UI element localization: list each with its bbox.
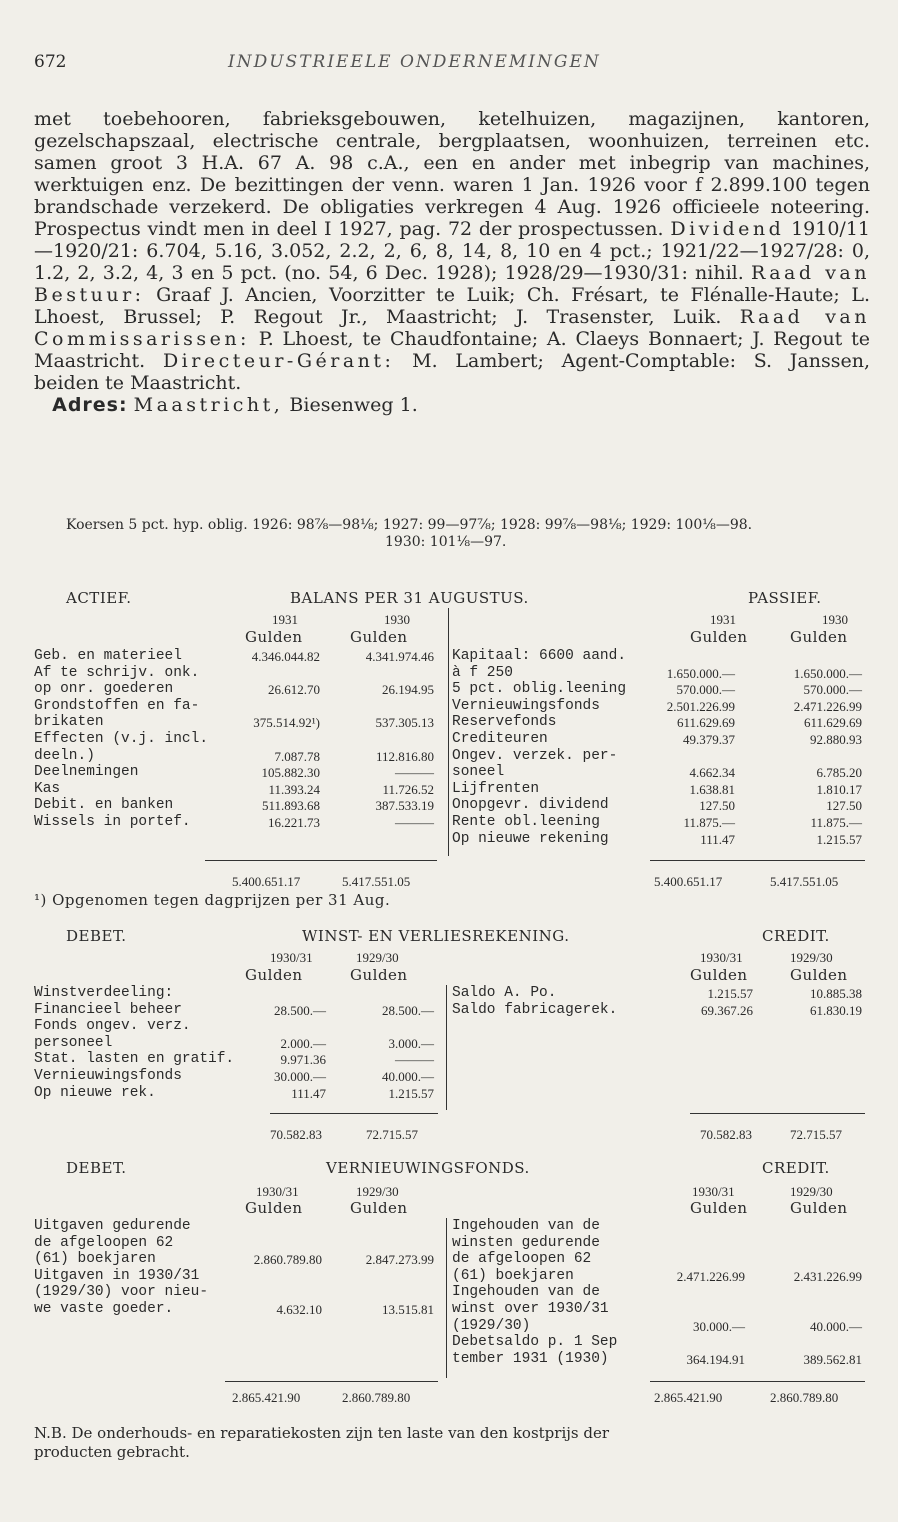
ledger-row-value-previous: 92.880.93 bbox=[810, 732, 862, 747]
ledger-row-value-previous: 1.810.17 bbox=[816, 781, 862, 797]
vern-currency-right-b: Gulden bbox=[790, 1199, 848, 1217]
ledger-row-label: Rente obl.leening bbox=[452, 814, 600, 830]
ledger-row-value-current: 570.000.— bbox=[676, 682, 735, 698]
adres-city: Maastricht, bbox=[133, 394, 284, 416]
ledger-row-label: Stat. lasten en gratif. bbox=[34, 1051, 235, 1068]
vern-total-right-b: 2.860.789.80 bbox=[770, 1390, 839, 1405]
ledger-row-label: Ingehouden van de bbox=[452, 1284, 600, 1301]
running-title: INDUSTRIEELE ONDERNEMINGEN bbox=[228, 52, 601, 72]
balans-divider bbox=[448, 608, 449, 856]
balans-total-right-a: 5.400.651.17 bbox=[654, 874, 723, 889]
ledger-row-label: Financieel beheer bbox=[34, 1001, 182, 1018]
ledger-row-value-previous: 1.650.000.— bbox=[793, 665, 862, 681]
ledger-row-value-current: 375.514.92¹) bbox=[253, 715, 320, 731]
ledger-row-label: de afgeloopen 62 bbox=[452, 1251, 592, 1268]
ledger-row-value-current: 364.194.91 bbox=[686, 1351, 745, 1367]
ledger-row-label: Uitgaven in 1930/31 bbox=[34, 1267, 200, 1284]
winst-total-right-b: 72.715.57 bbox=[790, 1127, 842, 1142]
ledger-row-value-previous: ——— bbox=[395, 1052, 434, 1068]
ledger-row-label: (1929/30) bbox=[452, 1317, 531, 1334]
ledger-row-value-current: 127.50 bbox=[699, 798, 735, 814]
balans-year-1931-left: 1931 bbox=[272, 612, 298, 627]
ledger-row-label: Onopgevr. dividend bbox=[452, 797, 609, 814]
ledger-row-value-previous: 2.847.273.99 bbox=[365, 1252, 434, 1268]
ledger-row-value-previous: 3.000.— bbox=[388, 1035, 434, 1051]
ledger-row-value-current: 2.000.— bbox=[280, 1035, 326, 1051]
winst-total-rule-right bbox=[690, 1113, 865, 1114]
balans-year-1930-left: 1930 bbox=[384, 612, 410, 627]
winst-year-b-left: 1929/30 bbox=[356, 950, 399, 965]
winst-currency-right-b: Gulden bbox=[790, 966, 848, 984]
body-paragraph bbox=[34, 108, 870, 416]
koersen-line-1: Koersen 5 pct. hyp. oblig. 1926: 98⅞—98⅛; 1927: 99—97⅞; 1928: 99⅞—98⅛; 1929: 100⅛—98. bbox=[66, 517, 753, 533]
ledger-row-value-current: 2.860.789.80 bbox=[253, 1252, 322, 1268]
ledger-row-label: Op nieuwe rek. bbox=[34, 1084, 156, 1101]
ledger-row-label: we vaste goeder. bbox=[34, 1301, 174, 1317]
ledger-row-label: Saldo A. Po. bbox=[452, 985, 557, 1001]
raad-commissarissen-label: Raad van Commissarissen: bbox=[34, 306, 870, 350]
ledger-row-value-previous: 40.000.— bbox=[382, 1069, 434, 1084]
ledger-row-value-previous: 127.50 bbox=[826, 798, 862, 814]
ledger-row-label: Af te schrijv. onk. bbox=[34, 664, 200, 681]
ledger-row-value-previous: 11.875.— bbox=[810, 815, 862, 830]
ledger-row-value-current: 105.882.30 bbox=[261, 765, 320, 781]
ledger-row-value-previous: 61.830.19 bbox=[810, 1002, 862, 1018]
ledger-row-label: op onr. goederen bbox=[34, 681, 174, 698]
ledger-row-value-current: 28.500.— bbox=[274, 1002, 326, 1018]
ledger-row-value-previous: 6.785.20 bbox=[816, 765, 862, 781]
ledger-row-value-current: 69.367.26 bbox=[701, 1002, 753, 1018]
raad-commissarissen-text: P. Lhoest, te Chaudfontaine; A. Claeys Bonnaert; J. Regout te Maastricht. bbox=[34, 328, 870, 372]
ledger-row-value-previous: 389.562.81 bbox=[803, 1351, 862, 1367]
winst-currency-left-b: Gulden bbox=[350, 966, 408, 984]
winst-year-a-right: 1930/31 bbox=[700, 950, 743, 965]
winst-total-rule-left bbox=[270, 1113, 438, 1114]
ledger-row-label: à f 250 bbox=[452, 664, 513, 681]
intro-text: met toebehooren, fabrieksgebouwen, ketelhuizen, magazijnen, kantoren, gezelschapszaal, electrische centrale, bergplaatsen, woonhuizen, terreinen etc. samen groot 3 H.A. 67 A. 98 c.A., een en ander met inbegrip van machines, werktuigen enz. De bezittingen der venn. waren 1 Jan. 1926 voor f 2.899.100 tegen brandschade verzekerd. De obligaties verkregen 4 Aug. 1926 officieele noteering. Prospectus vindt men in deel I 1927, pag. 72 der prospectussen. bbox=[34, 108, 870, 240]
ledger-row-value-current: 111.47 bbox=[700, 831, 735, 847]
balans-footnote: ¹) Opgenomen tegen dagprijzen per 31 Aug. bbox=[34, 891, 391, 909]
dividend-label: Dividend bbox=[670, 218, 785, 240]
ledger-row-value-current: 1.650.000.— bbox=[666, 665, 735, 681]
vern-currency-left-a: Gulden bbox=[245, 1199, 303, 1217]
raad-bestuur-label: Raad van Bestuur: bbox=[34, 262, 871, 306]
ledger-row-value-current: 1.638.81 bbox=[689, 781, 735, 797]
balans-total-left-a: 5.400.651.17 bbox=[232, 874, 301, 889]
ledger-row-label: Grondstoffen en fa- bbox=[34, 697, 200, 714]
winst-total-right-a: 70.582.83 bbox=[700, 1127, 752, 1142]
ledger-row-label: Geb. en materieel bbox=[34, 648, 182, 664]
winst-title: WINST- EN VERLIESREKENING. bbox=[302, 927, 570, 945]
adres-label: Adres: bbox=[52, 394, 128, 416]
ledger-row-value-current: 4.662.34 bbox=[689, 765, 735, 781]
ledger-row-label: (61) boekjaren bbox=[34, 1251, 156, 1268]
winst-left-heading: DEBET. bbox=[66, 927, 127, 945]
balans-total-right-b: 5.417.551.05 bbox=[770, 874, 839, 889]
ledger-row-value-current: 16.221.73 bbox=[268, 815, 320, 830]
ledger-row-label: de afgeloopen 62 bbox=[34, 1234, 174, 1251]
vern-currency-right-a: Gulden bbox=[690, 1199, 748, 1217]
dividend-text: 1910/11—1920/21: 6.704, 5.16, 3.052, 2.2, 2, 6, 8, 14, 8, 10 en 4 pct.; 1921/22—1927/28: 0, 1.2, 2, 3.2, 4, 3 en 5 pct. (no. 54, 6 Dec. 1928); 1928/29—1930/31: nihil. bbox=[34, 218, 870, 284]
balans-total-rule-right bbox=[650, 860, 865, 861]
ledger-row-label: (1929/30) voor nieu- bbox=[34, 1284, 209, 1301]
note-line-1: N.B. De onderhouds- en reparatiekosten zijn ten laste van den kostprijs der bbox=[34, 1424, 610, 1442]
ledger-row-value-previous: 2.471.226.99 bbox=[793, 698, 862, 714]
ledger-row-label: Lijfrenten bbox=[452, 780, 540, 797]
ledger-row-value-current: 611.629.69 bbox=[676, 715, 735, 731]
balans-currency-right-a: Gulden bbox=[690, 628, 748, 646]
ledger-row-value-previous: ——— bbox=[395, 765, 434, 781]
ledger-row-label: winsten gedurende bbox=[452, 1234, 600, 1251]
ledger-row-label: soneel bbox=[452, 764, 505, 781]
ledger-row-label: Ingehouden van de bbox=[452, 1218, 600, 1234]
ledger-row-value-current: 511.893.68 bbox=[261, 798, 320, 814]
ledger-row-value-current: 4.346.044.82 bbox=[251, 649, 320, 664]
ledger-row-value-current: 2.501.226.99 bbox=[666, 698, 735, 714]
ledger-row-value-previous: ——— bbox=[395, 815, 434, 830]
ledger-row-label: Op nieuwe rekening bbox=[452, 830, 609, 847]
balans-year-1931-right: 1931 bbox=[710, 612, 736, 627]
ledger-row-label: Vernieuwingsfonds bbox=[34, 1068, 182, 1084]
balans-left-heading: ACTIEF. bbox=[66, 589, 132, 607]
ledger-row-value-previous: 1.215.57 bbox=[816, 831, 862, 847]
winst-year-a-left: 1930/31 bbox=[270, 950, 313, 965]
vern-currency-left-b: Gulden bbox=[350, 1199, 408, 1217]
ledger-row-value-current: 26.612.70 bbox=[268, 682, 320, 698]
ledger-row-value-previous: 537.305.13 bbox=[375, 715, 434, 731]
balans-year-1930-right: 1930 bbox=[822, 612, 848, 627]
balans-total-rule-left bbox=[205, 860, 437, 861]
vern-total-left-a: 2.865.421.90 bbox=[232, 1390, 301, 1405]
winst-currency-left-a: Gulden bbox=[245, 966, 303, 984]
ledger-row-value-previous: 10.885.38 bbox=[810, 986, 862, 1001]
ledger-row-label: Fonds ongev. verz. bbox=[34, 1018, 191, 1035]
koersen-line-2: 1930: 101⅛—97. bbox=[385, 534, 507, 550]
page-number: 672 bbox=[34, 52, 67, 72]
ledger-row-value-current: 30.000.— bbox=[693, 1318, 745, 1334]
balans-currency-right-b: Gulden bbox=[790, 628, 848, 646]
ledger-row-label: 5 pct. oblig.leening bbox=[452, 681, 627, 698]
winst-total-left-a: 70.582.83 bbox=[270, 1127, 322, 1142]
ledger-row-label: deeln.) bbox=[34, 747, 95, 764]
adres-street: Biesenweg 1. bbox=[289, 394, 418, 416]
vern-divider bbox=[446, 1218, 447, 1378]
ledger-row-label: Saldo fabricagerek. bbox=[452, 1001, 618, 1018]
directeur-text: M. Lambert; Agent-Comptable: S. Janssen, beiden te Maastricht. bbox=[34, 350, 870, 394]
vern-total-right-a: 2.865.421.90 bbox=[654, 1390, 723, 1405]
ledger-row-value-previous: 26.194.95 bbox=[382, 682, 434, 698]
ledger-row-label: Kapitaal: 6600 aand. bbox=[452, 648, 627, 664]
ledger-row-value-previous: 4.341.974.46 bbox=[365, 649, 434, 664]
ledger-row-value-current: 11.393.24 bbox=[268, 781, 320, 797]
ledger-row-value-previous: 28.500.— bbox=[382, 1002, 434, 1018]
balans-currency-left-a: Gulden bbox=[245, 628, 303, 646]
ledger-row-label: Effecten (v.j. incl. bbox=[34, 731, 209, 747]
ledger-row-label: personeel bbox=[34, 1034, 113, 1051]
ledger-row-value-current: 111.47 bbox=[291, 1085, 326, 1101]
vern-title: VERNIEUWINGSFONDS. bbox=[326, 1159, 530, 1177]
ledger-row-value-current: 30.000.— bbox=[274, 1069, 326, 1084]
ledger-row-label: Vernieuwingsfonds bbox=[452, 697, 600, 714]
raad-bestuur-text: Graaf J. Ancien, Voorzitter te Luik; Ch. Frésart, te Flénalle-Haute; L. Lhoest, Brussel; P. Regout Jr., Maastricht; J. Trasenster, Luik. bbox=[34, 284, 870, 328]
ledger-row-value-previous: 112.816.80 bbox=[375, 748, 434, 764]
ledger-row-label: (61) boekjaren bbox=[452, 1267, 574, 1284]
vern-total-rule-right bbox=[650, 1381, 865, 1382]
vern-year-b-left: 1929/30 bbox=[356, 1184, 399, 1199]
ledger-row-value-current: 2.471.226.99 bbox=[676, 1268, 745, 1284]
ledger-row-label: Reservefonds bbox=[452, 714, 557, 731]
ledger-row-value-current: 9.971.36 bbox=[280, 1052, 326, 1068]
vern-left-heading: DEBET. bbox=[66, 1159, 127, 1177]
winst-currency-right-a: Gulden bbox=[690, 966, 748, 984]
ledger-row-value-previous: 611.629.69 bbox=[803, 715, 862, 731]
winst-total-left-b: 72.715.57 bbox=[366, 1127, 418, 1142]
ledger-row-label: Kas bbox=[34, 780, 61, 797]
vern-total-left-b: 2.860.789.80 bbox=[342, 1390, 411, 1405]
ledger-row-value-current: 7.087.78 bbox=[274, 748, 320, 764]
ledger-row-value-previous: 1.215.57 bbox=[388, 1085, 434, 1101]
balans-currency-left-b: Gulden bbox=[350, 628, 408, 646]
ledger-row-value-current: 1.215.57 bbox=[707, 986, 753, 1001]
ledger-row-value-current: 11.875.— bbox=[683, 815, 735, 830]
ledger-row-value-previous: 387.533.19 bbox=[375, 798, 434, 814]
ledger-row-label: Wissels in portef. bbox=[34, 814, 191, 830]
vern-year-b-right: 1929/30 bbox=[790, 1184, 833, 1199]
ledger-row-label: tember 1931 (1930) bbox=[452, 1350, 609, 1367]
ledger-row-value-current: 49.379.37 bbox=[683, 732, 735, 747]
ledger-row-value-previous: 570.000.— bbox=[803, 682, 862, 698]
vern-year-a-left: 1930/31 bbox=[256, 1184, 299, 1199]
winst-right-heading: CREDIT. bbox=[762, 927, 830, 945]
ledger-row-label: winst over 1930/31 bbox=[452, 1301, 609, 1317]
balans-title: BALANS PER 31 AUGUSTUS. bbox=[290, 589, 529, 607]
ledger-row-label: Debetsaldo p. 1 Sep bbox=[452, 1334, 618, 1351]
ledger-row-label: brikaten bbox=[34, 714, 104, 731]
vern-right-heading: CREDIT. bbox=[762, 1159, 830, 1177]
ledger-row-label: Deelnemingen bbox=[34, 764, 139, 781]
note-line-2: producten gebracht. bbox=[34, 1443, 190, 1461]
ledger-row-label: Ongev. verzek. per- bbox=[452, 747, 618, 764]
ledger-row-label: Uitgaven gedurende bbox=[34, 1218, 191, 1234]
ledger-row-label: Winstverdeeling: bbox=[34, 985, 174, 1001]
ledger-row-label: Debit. en banken bbox=[34, 797, 174, 814]
vern-year-a-right: 1930/31 bbox=[692, 1184, 735, 1199]
ledger-row-value-previous: 13.515.81 bbox=[382, 1302, 434, 1317]
vern-total-rule-left bbox=[225, 1381, 438, 1382]
ledger-row-value-previous: 2.431.226.99 bbox=[793, 1268, 862, 1284]
balans-total-left-b: 5.417.551.05 bbox=[342, 874, 411, 889]
ledger-row-value-current: 4.632.10 bbox=[276, 1302, 322, 1317]
ledger-row-value-previous: 11.726.52 bbox=[382, 781, 434, 797]
ledger-row-value-previous: 40.000.— bbox=[810, 1318, 862, 1334]
directeur-label: Directeur-Gérant: bbox=[162, 350, 395, 372]
ledger-row-label: Crediteuren bbox=[452, 731, 548, 747]
winst-year-b-right: 1929/30 bbox=[790, 950, 833, 965]
winst-divider bbox=[446, 985, 447, 1110]
balans-right-heading: PASSIEF. bbox=[748, 589, 822, 607]
